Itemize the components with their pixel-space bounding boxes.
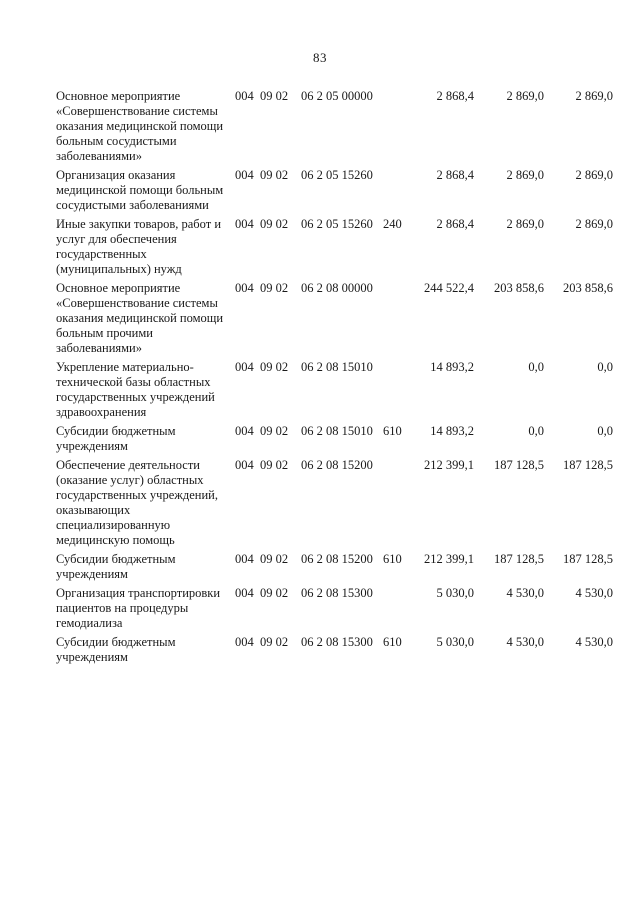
- row-name: Организация оказания медицинской помощи больным сосудистыми заболеваниями: [56, 168, 224, 212]
- row-value-1: 5 030,0: [436, 635, 474, 649]
- row-name: Иные закупки товаров, работ и услуг для обеспечения государственных (муниципальных) нужд: [56, 217, 222, 276]
- row-gr-code: 004: [235, 360, 254, 374]
- row-target-code: 06 2 05 00000: [301, 89, 373, 103]
- row-value-2: 187 128,5: [494, 458, 544, 472]
- row-expense-type-code: 610: [383, 424, 402, 438]
- row-value-3: 4 530,0: [575, 635, 613, 649]
- row-gr-code: 004: [235, 281, 254, 295]
- row-section-code: 09 02: [260, 586, 289, 600]
- row-expense-type-code: 610: [383, 635, 402, 649]
- row-value-2: 187 128,5: [494, 552, 544, 566]
- row-target-code: 06 2 08 15200: [301, 458, 373, 472]
- row-name: Организация транспортировки пациентов на процедуры гемодиализа: [56, 586, 221, 630]
- table-row: [0, 552, 640, 582]
- row-value-2: 0,0: [528, 360, 544, 374]
- row-value-2: 203 858,6: [494, 281, 544, 295]
- row-name: Субсидии бюджетным учреждениям: [56, 552, 176, 581]
- row-section-code: 09 02: [260, 458, 289, 472]
- row-value-2: 0,0: [528, 424, 544, 438]
- table-row: [0, 168, 640, 213]
- table-row: [0, 458, 640, 548]
- row-value-3: 187 128,5: [563, 458, 613, 472]
- row-target-code: 06 2 05 15260: [301, 217, 373, 231]
- row-gr-code: 004: [235, 89, 254, 103]
- row-value-3: 0,0: [597, 360, 613, 374]
- row-name: Основное мероприятие «Совершенствование системы оказания медицинской помощи больным прочими заболеваниями»: [56, 281, 224, 355]
- row-value-1: 14 893,2: [430, 424, 474, 438]
- row-value-1: 2 868,4: [436, 168, 474, 182]
- row-value-1: 212 399,1: [424, 552, 474, 566]
- row-value-1: 2 868,4: [436, 217, 474, 231]
- row-value-1: 5 030,0: [436, 586, 474, 600]
- row-section-code: 09 02: [260, 552, 289, 566]
- row-target-code: 06 2 05 15260: [301, 168, 373, 182]
- row-section-code: 09 02: [260, 635, 289, 649]
- row-value-2: 2 869,0: [506, 89, 544, 103]
- row-gr-code: 004: [235, 217, 254, 231]
- table-row: [0, 586, 640, 631]
- row-gr-code: 004: [235, 552, 254, 566]
- table-row: [0, 217, 640, 277]
- row-value-2: 2 869,0: [506, 168, 544, 182]
- row-name: Субсидии бюджетным учреждениям: [56, 635, 176, 664]
- row-section-code: 09 02: [260, 168, 289, 182]
- budget-table: [0, 89, 640, 665]
- row-target-code: 06 2 08 15010: [301, 424, 373, 438]
- row-gr-code: 004: [235, 635, 254, 649]
- row-value-1: 14 893,2: [430, 360, 474, 374]
- row-section-code: 09 02: [260, 281, 289, 295]
- row-expense-type-code: 610: [383, 552, 402, 566]
- row-target-code: 06 2 08 15300: [301, 586, 373, 600]
- row-value-2: 2 869,0: [506, 217, 544, 231]
- row-section-code: 09 02: [260, 217, 289, 231]
- row-section-code: 09 02: [260, 360, 289, 374]
- row-section-code: 09 02: [260, 424, 289, 438]
- row-gr-code: 004: [235, 424, 254, 438]
- row-value-1: 2 868,4: [436, 89, 474, 103]
- row-name: Обеспечение деятельности (оказание услуг) областных государственных учреждений, оказывающих специализированную медицинскую помощь: [56, 458, 218, 547]
- row-gr-code: 004: [235, 168, 254, 182]
- table-row: [0, 635, 640, 665]
- row-gr-code: 004: [235, 586, 254, 600]
- row-value-3: 187 128,5: [563, 552, 613, 566]
- table-row: [0, 89, 640, 164]
- table-row: [0, 281, 640, 356]
- row-target-code: 06 2 08 15010: [301, 360, 373, 374]
- page-number: 83: [313, 50, 327, 65]
- row-target-code: 06 2 08 00000: [301, 281, 373, 295]
- row-expense-type-code: 240: [383, 217, 402, 231]
- row-target-code: 06 2 08 15200: [301, 552, 373, 566]
- row-name: Субсидии бюджетным учреждениям: [56, 424, 176, 453]
- row-value-1: 212 399,1: [424, 458, 474, 472]
- row-name: Основное мероприятие «Совершенствование системы оказания медицинской помощи больным сосудистыми заболеваниями»: [56, 89, 224, 163]
- table-row: [0, 424, 640, 454]
- row-name: Укрепление материально-технической базы областных государственных учреждений здравоохранения: [56, 360, 215, 419]
- row-value-3: 2 869,0: [575, 217, 613, 231]
- row-target-code: 06 2 08 15300: [301, 635, 373, 649]
- row-value-3: 2 869,0: [575, 168, 613, 182]
- row-value-1: 244 522,4: [424, 281, 474, 295]
- row-value-3: 0,0: [597, 424, 613, 438]
- row-value-3: 203 858,6: [563, 281, 613, 295]
- row-section-code: 09 02: [260, 89, 289, 103]
- row-value-3: 4 530,0: [575, 586, 613, 600]
- row-value-3: 2 869,0: [575, 89, 613, 103]
- row-value-2: 4 530,0: [506, 635, 544, 649]
- row-gr-code: 004: [235, 458, 254, 472]
- row-value-2: 4 530,0: [506, 586, 544, 600]
- table-row: [0, 360, 640, 420]
